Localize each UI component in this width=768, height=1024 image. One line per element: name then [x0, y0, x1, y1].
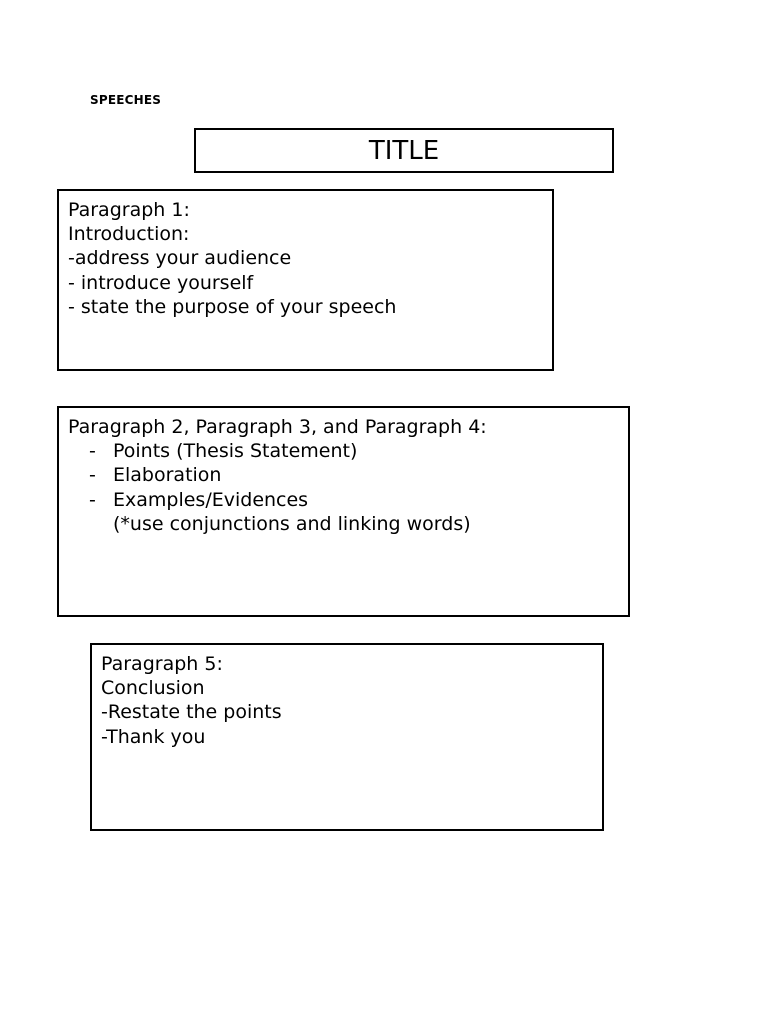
paragraph-1-line: - state the purpose of your speech — [68, 295, 397, 318]
bullet-marker: - — [89, 464, 96, 487]
paragraph-1-box — [57, 189, 554, 371]
bullet-marker: - — [89, 440, 96, 463]
paragraph-1-line: -address your audience — [68, 247, 292, 270]
paragraph-5-line: -Thank you — [101, 725, 206, 748]
bullet-item — [68, 439, 628, 463]
paragraph-2-4-header: Paragraph 2, Paragraph 3, and Paragraph 4: — [68, 416, 487, 438]
document-heading: SPEECHES — [90, 93, 162, 107]
paragraph-1-line: Paragraph 1: — [68, 199, 190, 221]
linking-words-note: (*use conjunctions and linking words) — [113, 512, 471, 535]
paragraph-2-4-box — [57, 406, 630, 617]
bullet-item — [68, 463, 628, 487]
title-box — [194, 128, 614, 173]
bullet-marker: - — [89, 488, 96, 511]
title-text: TITLE — [368, 136, 440, 166]
paragraph-1-line: - introduce yourself — [68, 271, 254, 294]
paragraph-5-box — [90, 643, 604, 831]
bullet-item — [68, 488, 628, 512]
paragraph-5-line: Conclusion — [101, 677, 205, 700]
bullet-text: Examples/Evidences — [113, 488, 309, 511]
paragraph-1-line: Introduction: — [68, 223, 190, 246]
paragraph-5-line: -Restate the points — [101, 701, 282, 724]
bullet-text: Points (Thesis Statement) — [113, 440, 358, 463]
paragraph-5-line: Paragraph 5: — [101, 653, 223, 675]
bullet-text: Elaboration — [113, 464, 222, 487]
